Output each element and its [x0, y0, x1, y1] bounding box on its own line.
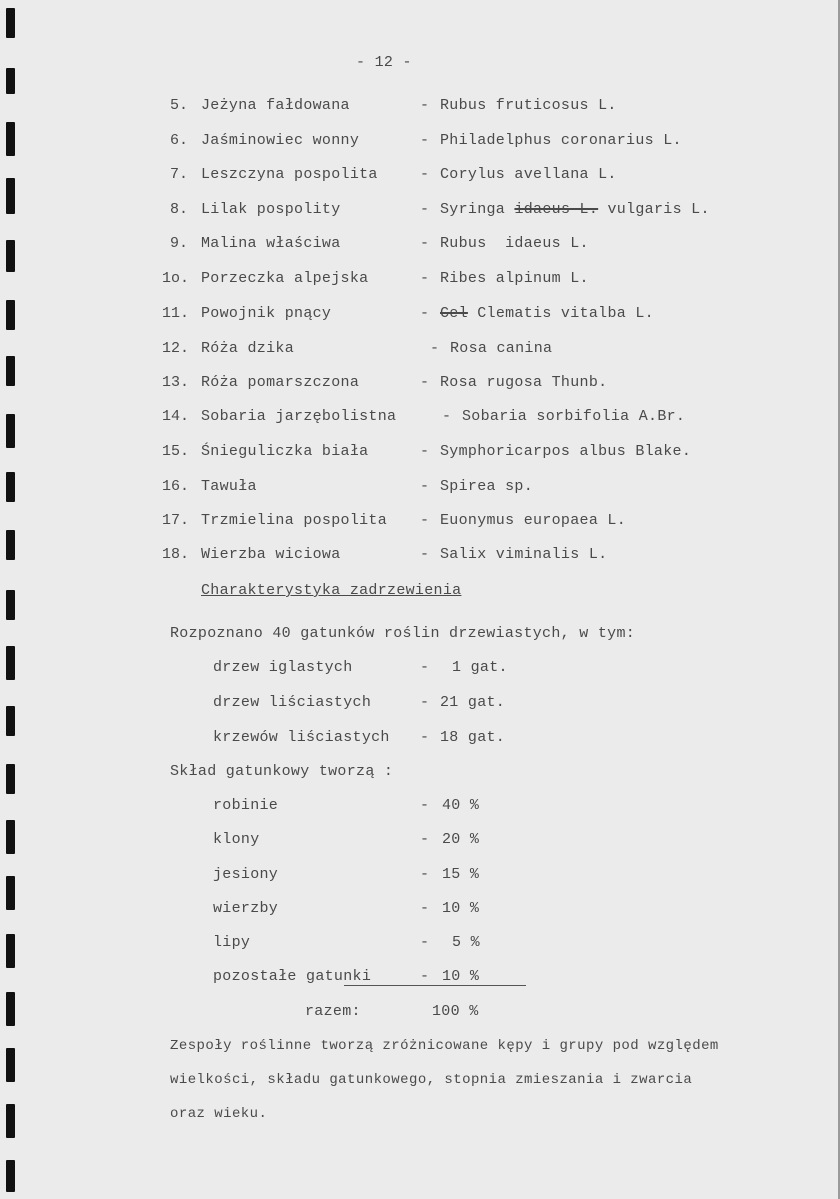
polish-name: Trzmielina pospolita — [201, 512, 388, 529]
dash: - — [420, 694, 430, 711]
sum-underline — [344, 985, 526, 986]
item-number: 12. — [162, 340, 190, 357]
item-number: 5. — [170, 97, 189, 114]
dash: - — [420, 132, 430, 149]
binding-hole — [6, 122, 15, 156]
binding-hole — [6, 992, 15, 1026]
recognized-intro: Rozpoznano 40 gatunków roślin drzewiastych, w tym: — [170, 625, 636, 642]
count-value: 21 gat. — [440, 694, 506, 711]
composition-value: 10 % — [442, 968, 480, 985]
polish-name: Róża pomarszczona — [201, 374, 360, 391]
binding-hole — [6, 876, 15, 910]
composition-value: 15 % — [442, 866, 480, 883]
latin-name: Euonymus europaea L. — [440, 512, 627, 529]
binding-hole — [6, 472, 15, 502]
count-label: drzew iglastych — [213, 659, 353, 676]
latin-name: Salix viminalis L. — [440, 546, 608, 563]
composition-label: wierzby — [213, 900, 279, 917]
binding-hole — [6, 356, 15, 386]
latin-name: Sobaria sorbifolia A.Br. — [462, 408, 686, 425]
composition-value: 20 % — [442, 831, 480, 848]
dash: - — [420, 270, 430, 287]
struck-text: Cel — [440, 305, 468, 322]
dash: - — [420, 729, 430, 746]
paragraph-line: oraz wieku. — [170, 1106, 268, 1122]
item-number: 15. — [162, 443, 190, 460]
composition-intro: Skład gatunkowy tworzą : — [170, 763, 394, 780]
item-number: 14. — [162, 408, 190, 425]
binding-hole — [6, 530, 15, 560]
item-number: 13. — [162, 374, 190, 391]
polish-name: Porzeczka alpejska — [201, 270, 369, 287]
count-value: 1 gat. — [452, 659, 508, 676]
item-number: 1o. — [162, 270, 190, 287]
latin-name: Spirea sp. — [440, 478, 534, 495]
dash: - — [420, 201, 430, 218]
paragraph-line: Zespoły roślinne tworzą zróżnicowane kępy i grupy pod względem — [170, 1038, 719, 1054]
latin-name: Philadelphus coronarius L. — [440, 132, 682, 149]
binding-hole — [6, 300, 15, 330]
dash: - — [420, 97, 430, 114]
dash: - — [442, 408, 452, 425]
latin-epithet: vulgaris L. — [607, 201, 710, 218]
item-number: 18. — [162, 546, 190, 563]
dash: - — [420, 512, 430, 529]
binding-hole — [6, 646, 15, 680]
count-label: drzew liściastych — [213, 694, 372, 711]
total-value: 100 % — [432, 1003, 479, 1020]
paragraph-line: wielkości, składu gatunkowego, stopnia zmieszania i zwarcia — [170, 1072, 693, 1088]
count-label: krzewów liściastych — [213, 729, 390, 746]
binding-hole — [6, 764, 15, 794]
composition-label: lipy — [213, 934, 251, 951]
binding-hole — [6, 240, 15, 272]
polish-name: Lilak pospolity — [201, 201, 341, 218]
item-number: 7. — [170, 166, 189, 183]
latin-name: Rosa rugosa Thunb. — [440, 374, 608, 391]
polish-name: Malina właściwa — [201, 235, 341, 252]
dash: - — [420, 934, 430, 951]
composition-label: robinie — [213, 797, 279, 814]
section-heading: Charakterystyka zadrzewienia — [201, 582, 462, 599]
item-number: 6. — [170, 132, 189, 149]
binding-hole — [6, 1048, 15, 1082]
dash: - — [420, 659, 430, 676]
binding-hole — [6, 8, 15, 38]
composition-value: 40 % — [442, 797, 480, 814]
polish-name: Sobaria jarzębolistna — [201, 408, 397, 425]
polish-name: Jaśminowiec wonny — [201, 132, 360, 149]
latin-name: Ribes alpinum L. — [440, 270, 589, 287]
binding-hole — [6, 68, 15, 94]
polish-name: Róża dzika — [201, 340, 295, 357]
dash: - — [420, 305, 430, 322]
polish-name: Wierzba wiciowa — [201, 546, 341, 563]
composition-label: klony — [213, 831, 260, 848]
binding-hole — [6, 178, 15, 214]
dash: - — [420, 968, 430, 985]
polish-name: Tawuła — [201, 478, 257, 495]
item-number: 11. — [162, 305, 190, 322]
dash: - — [420, 797, 430, 814]
composition-value: 10 % — [442, 900, 480, 917]
dash: - — [420, 478, 430, 495]
composition-value: 5 % — [452, 934, 480, 951]
binding-hole — [6, 934, 15, 968]
binding-hole — [6, 1160, 15, 1192]
latin-genus: Syringa — [440, 201, 506, 218]
dash: - — [430, 340, 440, 357]
polish-name: Jeżyna fałdowana — [201, 97, 350, 114]
dash: - — [420, 900, 430, 917]
dash: - — [420, 866, 430, 883]
binding-hole — [6, 706, 15, 736]
latin-name: Corylus avellana L. — [440, 166, 617, 183]
binding-hole — [6, 820, 15, 854]
latin-name: Rosa canina — [450, 340, 553, 357]
polish-name: Powojnik pnący — [201, 305, 332, 322]
struck-text: idaeus L. — [514, 201, 599, 218]
latin-name: Rubus fruticosus L. — [440, 97, 617, 114]
total-label: razem: — [305, 1003, 361, 1020]
dash: - — [420, 166, 430, 183]
item-number: 17. — [162, 512, 190, 529]
count-value: 18 gat. — [440, 729, 506, 746]
binding-hole — [6, 1104, 15, 1138]
binding-hole — [6, 590, 15, 620]
dash: - — [420, 374, 430, 391]
dash: - — [420, 443, 430, 460]
latin-name: Symphoricarpos albus Blake. — [440, 443, 692, 460]
composition-label: pozostałe gatunki — [213, 968, 372, 985]
latin-name: Rubus idaeus L. — [440, 235, 589, 252]
item-number: 8. — [170, 201, 189, 218]
latin-name — [440, 201, 710, 218]
item-number: 9. — [170, 235, 189, 252]
item-number: 16. — [162, 478, 190, 495]
dash: - — [420, 831, 430, 848]
latin-name — [440, 305, 654, 322]
dash: - — [420, 546, 430, 563]
polish-name: Śnieguliczka biała — [201, 443, 369, 460]
composition-label: jesiony — [213, 866, 279, 883]
latin-binomial: Clematis vitalba L. — [477, 305, 654, 322]
page-number: - 12 - — [356, 54, 412, 71]
binding-hole — [6, 414, 15, 448]
polish-name: Leszczyna pospolita — [201, 166, 378, 183]
dash: - — [420, 235, 430, 252]
